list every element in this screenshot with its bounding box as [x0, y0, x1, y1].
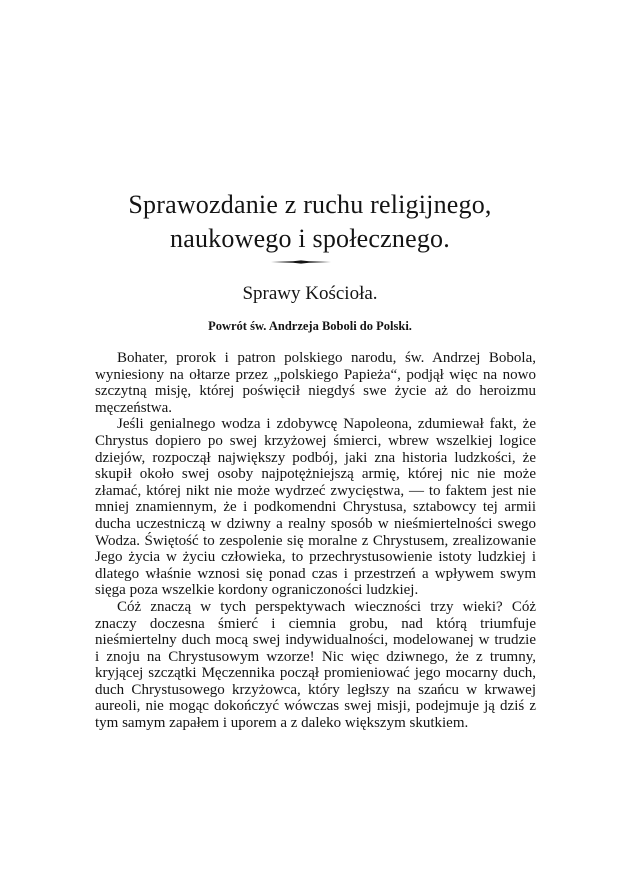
article-body: [95, 350, 536, 732]
paragraph: Cóż znaczą w tych perspektywach wieczności trzy wieki? Cóż znaczy doczesna śmierć i ciemnia grobu, nad którą triumfuje nieśmiertelny duch mocą swej indywidualności, modelowanej w trudzie i znoju na Chrystusowym wzorze! Nic więc dziwnego, że z trumny, kryjącej szczątki Męczennika począł promieniować jego mocarny duch, duch Chrystusowego krzyżowca, który ległszy na szańcu w krwawej aureoli, nie mogąc dokończyć wówczas swej misji, podejmuje ją dziś z tym samym zapałem i uporem a z daleko większym skutkiem.: [95, 598, 536, 732]
paragraph: Bohater, prorok i patron polskiego narodu, św. Andrzej Bobola, wyniesiony na ołtarze przez „polskiego Papieża“, podjął więc na nowo szczytną misję, której poświęcił niegdyś swe życie aż do heroizmu męczeństwa.: [95, 350, 536, 416]
article-subheading: Powrót św. Andrzeja Boboli do Polski.: [208, 319, 412, 333]
page-title-line-1: Sprawozdanie z ruchu religijnego,: [128, 190, 492, 219]
page-title-line-2: naukowego i społecznego.: [170, 224, 450, 253]
page-title: [60, 188, 560, 256]
paragraph: Jeśli genialnego wodza i zdobywcę Napoleona, zdumiewał fakt, że Chrystus dopiero po swej krzyżowej śmierci, wbrew wszelkiej logice dziejów, rozpoczął największy podbój, jaki zna historia ludzkości, że skupił około swej osoby najpotężniejszą armię, której nic nie może złamać, której nikt nie może wydrzeć zwycięstwa, — to faktem jest nie mniej znamiennym, że i podkomendni Chrystusa, sztabowcy tej armii ducha uczestniczą w dziwny a realny sposób w nieśmiertelności swego Wodza. Świętość to zespolenie się moralne z Chrystusem, zrealizowanie Jego życia w życiu człowieka, to przechrystusowienie istoty ludzkiej i dlatego właśnie wznosi się ponad czas i przestrzeń a wpływem swym sięga poza wszelkie kordony ograniczoności ludzkiej.: [95, 416, 536, 599]
section-heading: Sprawy Kościoła.: [242, 283, 378, 304]
ornament-divider: [271, 259, 331, 265]
